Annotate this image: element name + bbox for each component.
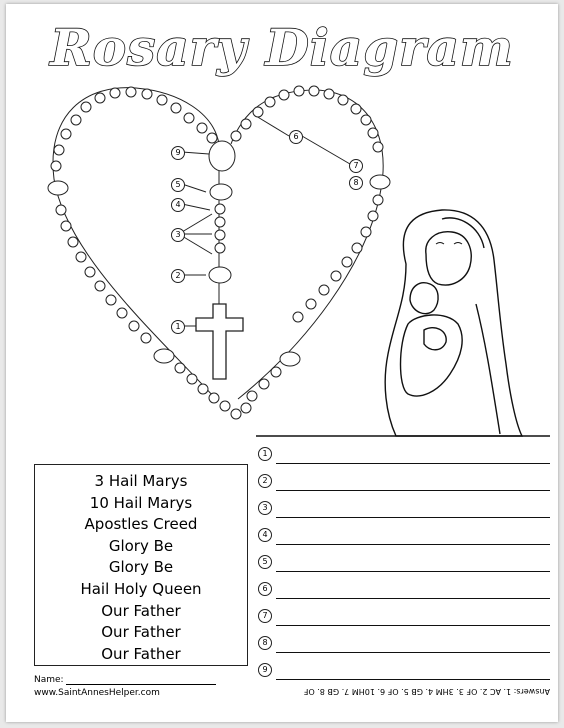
diagram-marker-9: 9 bbox=[171, 146, 185, 160]
answer-rule[interactable] bbox=[276, 490, 550, 491]
answer-line-8[interactable] bbox=[256, 627, 550, 653]
answer-number: 3 bbox=[258, 501, 272, 515]
answer-line-5[interactable] bbox=[256, 546, 550, 572]
answer-line-7[interactable] bbox=[256, 600, 550, 626]
answer-number: 9 bbox=[258, 663, 272, 677]
answer-number: 2 bbox=[258, 474, 272, 488]
worksheet-page bbox=[6, 4, 558, 722]
answer-number: 4 bbox=[258, 528, 272, 542]
rosary-beads-left bbox=[48, 87, 241, 419]
answer-line-2[interactable] bbox=[256, 465, 550, 491]
word-bank-item: Our Father bbox=[101, 623, 181, 642]
word-bank-item: 10 Hail Marys bbox=[89, 493, 193, 512]
answer-rule[interactable] bbox=[276, 571, 550, 572]
diagram-marker-8: 8 bbox=[349, 176, 363, 190]
answer-number: 6 bbox=[258, 582, 272, 596]
crucifix-icon bbox=[196, 304, 243, 379]
name-blank[interactable] bbox=[66, 684, 216, 685]
word-bank-item: Glory Be bbox=[108, 558, 174, 577]
word-bank-item: Apostles Creed bbox=[84, 515, 198, 534]
word-bank bbox=[34, 464, 248, 666]
rosary-centerpiece bbox=[209, 141, 235, 171]
diagram-marker-4: 4 bbox=[171, 198, 185, 212]
answer-rule[interactable] bbox=[276, 598, 550, 599]
answer-line-6[interactable] bbox=[256, 573, 550, 599]
diagram-marker-7: 7 bbox=[349, 159, 363, 173]
answer-line-4[interactable] bbox=[256, 519, 550, 545]
answer-line-9[interactable] bbox=[256, 654, 550, 680]
diagram-marker-3: 3 bbox=[171, 228, 185, 242]
word-bank-item: Our Father bbox=[101, 644, 181, 663]
diagram-marker-5: 5 bbox=[171, 178, 185, 192]
name-field[interactable] bbox=[34, 675, 216, 685]
answer-rule[interactable] bbox=[276, 463, 550, 464]
diagram-marker-6: 6 bbox=[289, 130, 303, 144]
answer-rule[interactable] bbox=[276, 679, 550, 680]
diagram-marker-1: 1 bbox=[171, 320, 185, 334]
answer-rule[interactable] bbox=[276, 625, 550, 626]
rosary-pendant bbox=[209, 141, 235, 283]
rosary-beads-right bbox=[231, 86, 390, 413]
answer-key-upside-down: Answers: 1. AC 2. OF 3. 3HM 4. GB 5. OF 6. 10HM 7. GB 8. OF bbox=[303, 687, 550, 696]
diagram-marker-2: 2 bbox=[171, 269, 185, 283]
page-title: Rosary Diagram bbox=[50, 18, 514, 77]
answer-line-3[interactable] bbox=[256, 492, 550, 518]
word-bank-item: Our Father bbox=[101, 601, 181, 620]
word-bank-item: Glory Be bbox=[108, 536, 174, 555]
answer-rule[interactable] bbox=[276, 652, 550, 653]
madonna-and-child-image bbox=[385, 210, 522, 436]
answer-number: 7 bbox=[258, 609, 272, 623]
website-url: www.SaintAnnesHelper.com bbox=[34, 688, 160, 698]
word-bank-item: 3 Hail Marys bbox=[94, 472, 188, 490]
answer-number: 1 bbox=[258, 447, 272, 461]
answer-rule[interactable] bbox=[276, 544, 550, 545]
name-label: Name: bbox=[34, 675, 64, 685]
answer-number: 8 bbox=[258, 636, 272, 650]
answer-number: 5 bbox=[258, 555, 272, 569]
answer-rule[interactable] bbox=[276, 517, 550, 518]
word-bank-item: Hail Holy Queen bbox=[80, 579, 202, 598]
answer-line-1[interactable] bbox=[256, 438, 550, 464]
